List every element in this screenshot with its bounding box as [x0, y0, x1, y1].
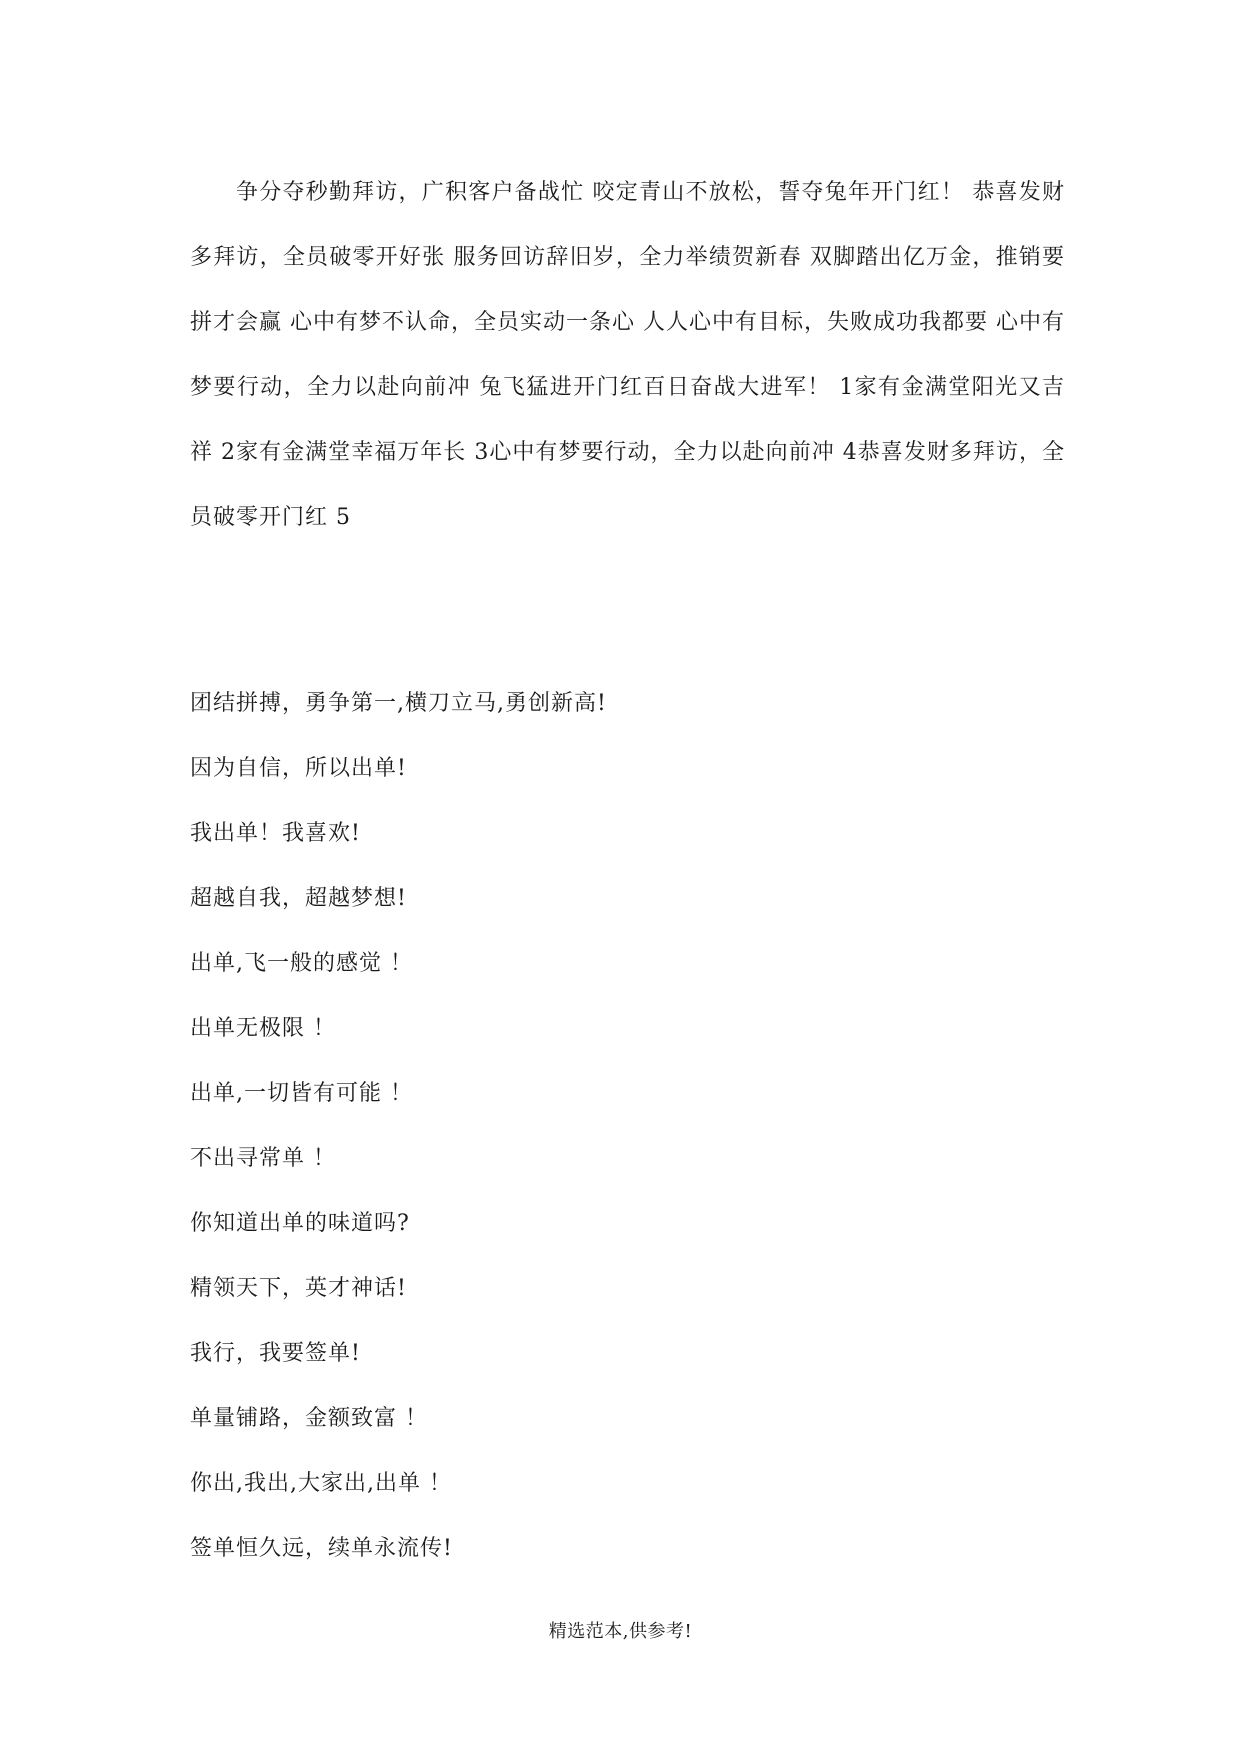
slogan-item: 我行，我要签单! — [190, 1341, 361, 1366]
slogan-item: 超越自我，超越梦想! — [190, 886, 407, 911]
slogan-item: 出单,飞一般的感觉 ！ — [190, 951, 413, 976]
slogan-item: 我出单！我喜欢! — [190, 821, 361, 846]
slogan-item: 出单,一切皆有可能 ！ — [190, 1081, 413, 1106]
slogan-item: 单量铺路，金额致富 ！ — [190, 1406, 428, 1431]
slogan-item: 你出,我出,大家出,出单 ！ — [190, 1471, 452, 1496]
slogan-item: 签单恒久远，续单永流传! — [190, 1536, 453, 1561]
slogan-item: 不出寻常单 ！ — [190, 1146, 336, 1171]
slogan-item: 精领天下，英才神话! — [190, 1276, 407, 1301]
slogan-list — [190, 693, 607, 1603]
slogan-item: 你知道出单的味道吗? — [190, 1211, 410, 1236]
slogan-item: 因为自信，所以出单! — [190, 756, 407, 781]
intro-paragraph: 争分夺秒勤拜访，广积客户备战忙 咬定青山不放松，誓夺兔年开门红！ 恭喜发财多拜访，全员破零开好张 服务回访辞旧岁，全力举绩贺新春 双脚踏出亿万金，推销要拼才会赢 心中有梦不认命，全员实动一条心 人人心中有目标，失败成功我都要 心中有梦要行动，全力以赴向前冲 兔飞猛进开门红百日奋战大进军！ 1家有金满堂阳光又吉祥 2家有金满堂幸福万年长 3心中有梦要行动，全力以赴向前冲 4恭喜发财多拜访，全员破零开门红 5 — [190, 180, 1065, 530]
slogan-item: 团结拼搏，勇争第一,横刀立马,勇创新高! — [190, 691, 607, 716]
slogan-item: 出单无极限 ！ — [190, 1016, 336, 1041]
page-footer: 精选范本,供参考! — [548, 1621, 693, 1642]
